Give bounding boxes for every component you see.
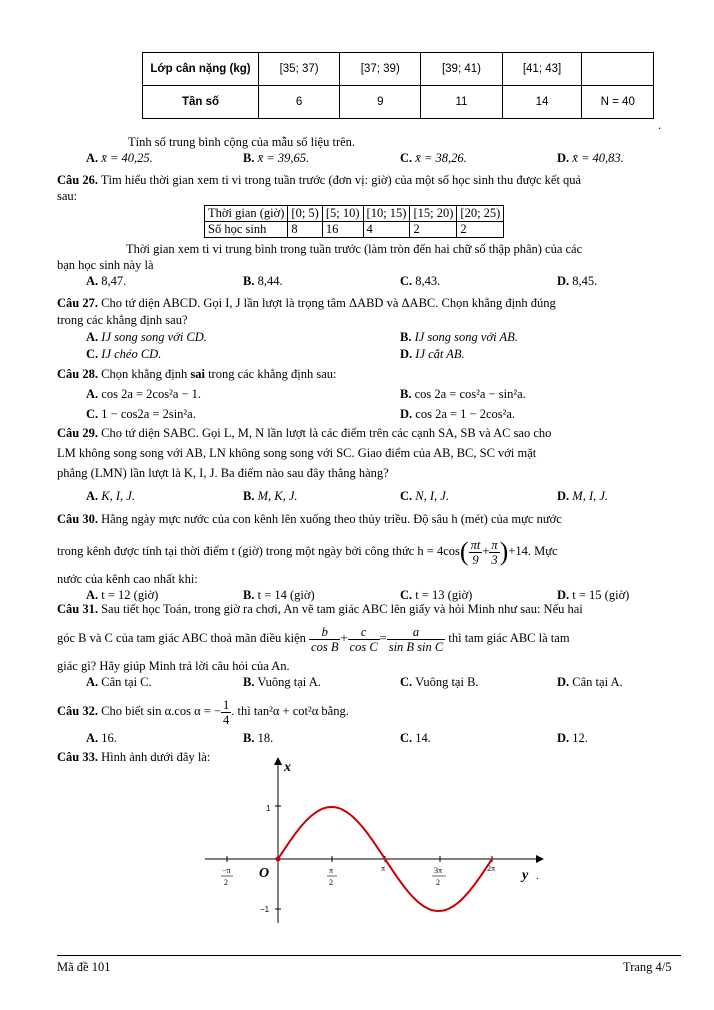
tick-label-denominator: 2 (224, 878, 228, 887)
q31-option-d: D. Cân tại A. (557, 675, 623, 689)
sine-graph (200, 755, 550, 925)
fraction: $\frac{a}{\text{sin B sin C}}$ (388, 624, 444, 654)
table-cell: Thời gian (giờ) (205, 206, 288, 222)
q27-stem: Câu 27. Cho tứ diện ABCD. Gọi I, J lần lượt là trọng tâm ΔABD và ΔABC. Chọn khẳng định đúng (57, 296, 556, 310)
table-cell: 2 (410, 222, 457, 238)
tick-label-minus-1: −1 (260, 905, 270, 914)
q29-option-d: D. M, I, J. (557, 489, 609, 503)
q25-stem: Tính số trung bình cộng của mẫu số liệu trên. (128, 135, 356, 149)
q28-option-d: D. cos 2a = 1 − 2cos²a. (400, 407, 516, 421)
fraction: $\frac{c}{\text{cos C}}$ (349, 624, 378, 654)
q32-option-b: B. 18. (243, 731, 274, 745)
table-cell: 4 (363, 222, 410, 238)
table-cell: [37; 39) (340, 53, 421, 86)
q26-stem: Câu 26. Tìm hiểu thời gian xem ti vi trong tuần trước (đơn vị: giờ) của một số học sinh thu được kết quả (57, 173, 582, 187)
q29-option-c: C. N, I, J. (400, 489, 449, 503)
q31-stem: Câu 31. Sau tiết học Toán, trong giờ ra chơi, An vẽ tam giác ABC lên giấy và hỏi Minh như sau: Nếu hai (57, 602, 583, 616)
q26-question-cont: bạn học sinh này là (57, 258, 154, 272)
q26-option-c: C. 8,43. (400, 274, 441, 288)
tick-label-denominator: 2 (436, 878, 440, 887)
q30-option-c: C. t = 13 (giờ) (400, 588, 473, 602)
table-row (205, 206, 504, 222)
axis-label-dot: . (536, 868, 539, 882)
origin-label: O (259, 866, 270, 881)
weight-frequency-table (142, 52, 654, 119)
q30-formula-line: trong kênh được tính tại thời điểm t (giờ) trong một ngày bởi công thức h = 4cos( $\frac{\pi t}{9}$ + $\frac{\pi}{3}$ )+14. Mực (57, 537, 558, 567)
q30-stem-line3: nước của kênh cao nhất khi: (57, 572, 198, 586)
q29-option-b: B. M, K, J. (243, 489, 298, 503)
q29-stem-line3: phẳng (LMN) lần lượt là K, I, J. Ba điểm nào sau đây thẳng hàng? (57, 466, 389, 480)
table-cell: 9 (340, 86, 421, 119)
table-cell: 6 (259, 86, 340, 119)
axis-label-x: x (284, 760, 291, 775)
q32-option-c: C. 14. (400, 731, 431, 745)
tick-label-three-half-pi: 3π (434, 866, 443, 875)
table-cell: [41; 43] (502, 53, 582, 86)
tick-label-neg-half-pi: −π (222, 866, 231, 875)
q28-stem: Câu 28. Chọn khẳng định sai trong các khẳng định sau: (57, 367, 337, 381)
fraction: $\frac{\pi t}{9}$ (470, 537, 481, 567)
q31-formula-line: góc B và C của tam giác ABC thoả mãn điều kiện $\frac{b}{\text{cos B}}$ + $\frac{c}{\text{cos C}}$ = $\frac{a}{\text{sin B sin C}}$ thì tam giác ABC là tam (57, 624, 570, 654)
tick-label-denominator: 2 (329, 878, 333, 887)
table-cell: [35; 37) (259, 53, 340, 86)
q26-option-d: D. 8,45. (557, 274, 598, 288)
q25-option-a: A. x̄ = 40,25. (86, 151, 153, 165)
q32-option-a: A. 16. (86, 731, 117, 745)
q25-option-d: D. x̄ = 40,83. (557, 151, 624, 165)
table-cell: N = 40 (582, 86, 654, 119)
q31-option-b: B. Vuông tại A. (243, 675, 321, 689)
fraction: $\frac{1}{4}$ (223, 697, 230, 727)
table-row (205, 222, 504, 238)
q33-stem: Câu 33. Hình ảnh dưới đây là: (57, 750, 211, 764)
table-cell: 2 (457, 222, 504, 238)
axis-label-y: y (522, 868, 529, 883)
q25-option-c: C. x̄ = 38,26. (400, 151, 467, 165)
table-cell: [10; 15) (363, 206, 410, 222)
tick-label-half-pi: π (329, 866, 334, 875)
table-header-cell: Lớp cân nặng (kg) (143, 53, 259, 86)
table-cell: [20; 25) (457, 206, 504, 222)
tick-label-pi: π (381, 864, 386, 873)
q31-option-a: A. Cân tại C. (86, 675, 152, 689)
q27-option-a: A. IJ song song với CD. (86, 330, 207, 344)
tick-label-1: 1 (266, 804, 271, 813)
q28-option-a: A. cos 2a = 2cos²a − 1. (86, 387, 202, 401)
table-cell: [5; 10) (322, 206, 363, 222)
q30-option-d: D. t = 15 (giờ) (557, 588, 630, 602)
footer-divider (57, 955, 681, 956)
q25-option-b: B. x̄ = 39,65. (243, 151, 310, 165)
q30-stem: Câu 30. Hằng ngày mực nước của con kênh lên xuống theo thủy triều. Độ sâu h (mét) của mực nước (57, 512, 562, 526)
table-cell: 14 (502, 86, 582, 119)
origin-point (276, 857, 281, 862)
table-cell: Số học sinh (205, 222, 288, 238)
fraction: $\frac{b}{\text{cos B}}$ (311, 624, 339, 654)
q26-option-a: A. 8,47. (86, 274, 127, 288)
table-cell: 16 (322, 222, 363, 238)
fraction: $\frac{\pi}{3}$ (491, 537, 498, 567)
table-cell: [0; 5) (288, 206, 322, 222)
q28-option-c: C. 1 − cos2a = 2sin²a. (86, 407, 196, 421)
table-header-cell: Tần số (143, 86, 259, 119)
q27-option-b: B. IJ song song với AB. (400, 330, 518, 344)
table-cell: [39; 41) (421, 53, 502, 86)
table-row (143, 86, 654, 119)
table-cell: 11 (421, 86, 502, 119)
q29-stem: Câu 29. Cho tứ diện SABC. Gọi L, M, N lần lượt là các điểm trên các cạnh SA, SB và AC sao cho (57, 426, 552, 440)
table-cell: 8 (288, 222, 322, 238)
table-row (143, 53, 654, 86)
q32-stem: Câu 32. Cho biết sin α.cos α = − $\frac{1}{4}$ . thì tan²α + cot²α bằng. (57, 697, 349, 727)
q27-stem-cont: trong các khẳng định sau? (57, 313, 188, 327)
q26-option-b: B. 8,44. (243, 274, 283, 288)
footer-page-number: Trang 4/5 (623, 960, 672, 974)
tv-time-table (204, 205, 504, 238)
q29-stem-line2: LM không song song với AB, LN không song song với SC. Giao điểm của AB, BC, SC với mặt (57, 446, 537, 460)
table-cell (582, 53, 654, 86)
tick-label-two-pi: 2π (487, 864, 496, 873)
q27-option-d: D. IJ cắt AB. (400, 347, 465, 361)
stray-mark: . (658, 118, 662, 132)
footer-exam-code: Mã đề 101 (57, 960, 111, 974)
table-cell: [15; 20) (410, 206, 457, 222)
q32-option-d: D. 12. (557, 731, 588, 745)
q26-question: Thời gian xem ti vi trung bình trong tuần trước (làm tròn đến hai chữ số thập phân) của các (126, 242, 583, 256)
q30-option-a: A. t = 12 (giờ) (86, 588, 159, 602)
q31-stem-line3: giác gì? Hãy giúp Minh trả lời câu hỏi của An. (57, 659, 290, 673)
q28-option-b: B. cos 2a = cos²a − sin²a. (400, 387, 526, 401)
q31-option-c: C. Vuông tại B. (400, 675, 479, 689)
q27-option-c: C. IJ chéo CD. (86, 347, 162, 361)
q26-stem-cont: sau: (57, 189, 78, 203)
q29-option-a: A. K, I, J. (86, 489, 135, 503)
q30-option-b: B. t = 14 (giờ) (243, 588, 315, 602)
